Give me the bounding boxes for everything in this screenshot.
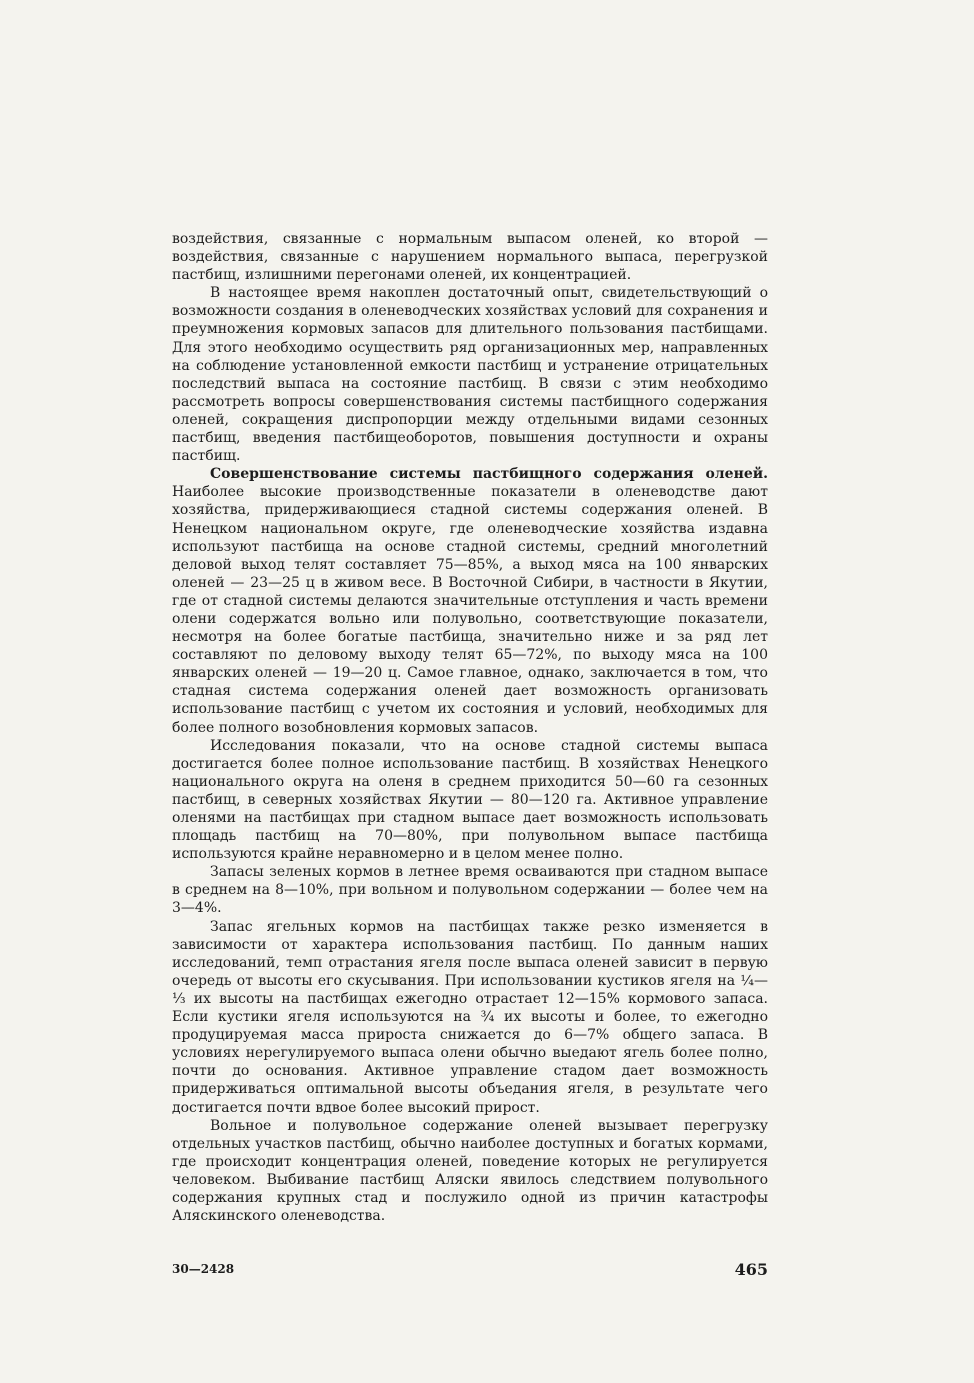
printer-signature: 30—2428: [172, 1262, 235, 1276]
paragraph-1-text: воздействия, связанные с нормальным выпасом оленей, ко второй — воздействия, связанные с нарушением нормального выпаса, перегрузкой пастбищ, излишними перегонами оленей, их концентрацией.: [172, 231, 768, 284]
paragraph-3-text: Наиболее высокие производственные показатели в оленеводстве дают хозяйства, придерживающиеся стадной системы содержания оленей. В Ненецком национальном округе, где оленеводческие хозяйства издавна используют пастбища на основе стадной системы, средний многолетний деловой выход телят составляет 75—85%, а выход мяса на 100 январских оленей — 23—25 ц в живом весе. В Восточной Сибири, в частности в Якутии, где от стадной системы делаются значительные отступления и часть времени олени содержатся вольно или полувольно, соответствующие показатели, несмотря на более богатые пастбища, значительно ниже и за ряд лет составляют по деловому выходу телят 65—72%, по выходу мяса на 100 январских оленей — 19—20 ц. Самое главное, однако, заключается в том, что стадная система содержания оленей дает возможность организовать использование пастбищ с учетом их состояния и условий, необходимых для более полного возобновления кормовых запасов.: [172, 484, 768, 736]
paragraph-2: [172, 284, 768, 465]
paragraph-6-text: Запас ягельных кормов на пастбищах также резко изменяется в зависимости от характера использования пастбищ. По данным наших исследований, темп отрастания ягеля после выпаса оленей зависит в первую очередь от высоты его скусывания. При использовании кустиков ягеля на ¼—⅓ их высоты на пастбищах ежегодно отрастает 12—15% кормового запаса. Если кустики ягеля используются на ¾ их высоты и более, то ежегодно продуцируемая масса прироста снижается до 6—7% общего запаса. В условиях нерегулируемого выпаса олени обычно выедают ягель более полно, почти до основания. Активное управление стадом дает возможность придерживаться оптимальной высоты объедания ягеля, в результате чего достигается почти вдвое более высокий прирост.: [172, 918, 768, 1116]
paragraph-5: [172, 863, 768, 917]
paragraph-7-text: Вольное и полувольное содержание оленей вызывает перегрузку отдельных участков пастбищ, обычно наиболее доступных и богатых кормами, где происходит концентрация оленей, поведение которых не регулируется человеком. Выбивание пастбищ Аляски явилось следствием полувольного содержания крупных стад и послужило одной из причин катастрофы Аляскинского оленеводства.: [172, 1117, 768, 1225]
page-body: [172, 230, 768, 1225]
page-number: 465: [734, 1260, 768, 1279]
paragraph-7: [172, 1117, 768, 1226]
page-footer: [172, 1262, 768, 1282]
paragraph-4-text: Исследования показали, что на основе стадной системы выпаса достигается более полное использование пастбищ. В хозяйствах Ненецкого национального округа на оленя в среднем приходится 50—60 га сезонных пастбищ, в северных хозяйствах Якутии — 80—120 га. Активное управление оленями на пастбищах при стадном выпасе дает возможность использовать площадь пастбищ на 70—80%, при полувольном выпасе пастбища используются крайне неравномерно и в целом менее полно.: [172, 737, 768, 863]
section-heading-pasture-system: Совершенствование системы пастбищного содержания оленей.: [210, 466, 768, 483]
paragraph-2-text: В настоящее время накоплен достаточный опыт, свидетельствующий о возможности создания в оленеводческих хозяйствах условий для сохранения и преумножения кормовых запасов для длительного пользования пастбищами. Для этого необходимо осуществить ряд организационных мер, направленных на соблюдение установленной емкости пастбищ и устранение отрицательных последствий выпаса на состояние пастбищ. В связи с этим необходимо рассмотреть вопросы совершенствования системы пастбищного содержания оленей, сокращения диспропорции между отдельными видами сезонных пастбищ, введения пастбищеоборотов, повышения доступности и охраны пастбищ.: [172, 285, 768, 465]
paragraph-1: [172, 230, 768, 284]
paragraph-3: [172, 465, 768, 736]
paragraph-5-text: Запасы зеленых кормов в летнее время осваиваются при стадном выпасе в среднем на 8—10%, при вольном и полувольном содержании — более чем на 3—4%.: [172, 864, 768, 917]
paragraph-4: [172, 737, 768, 864]
paragraph-6: [172, 918, 768, 1117]
